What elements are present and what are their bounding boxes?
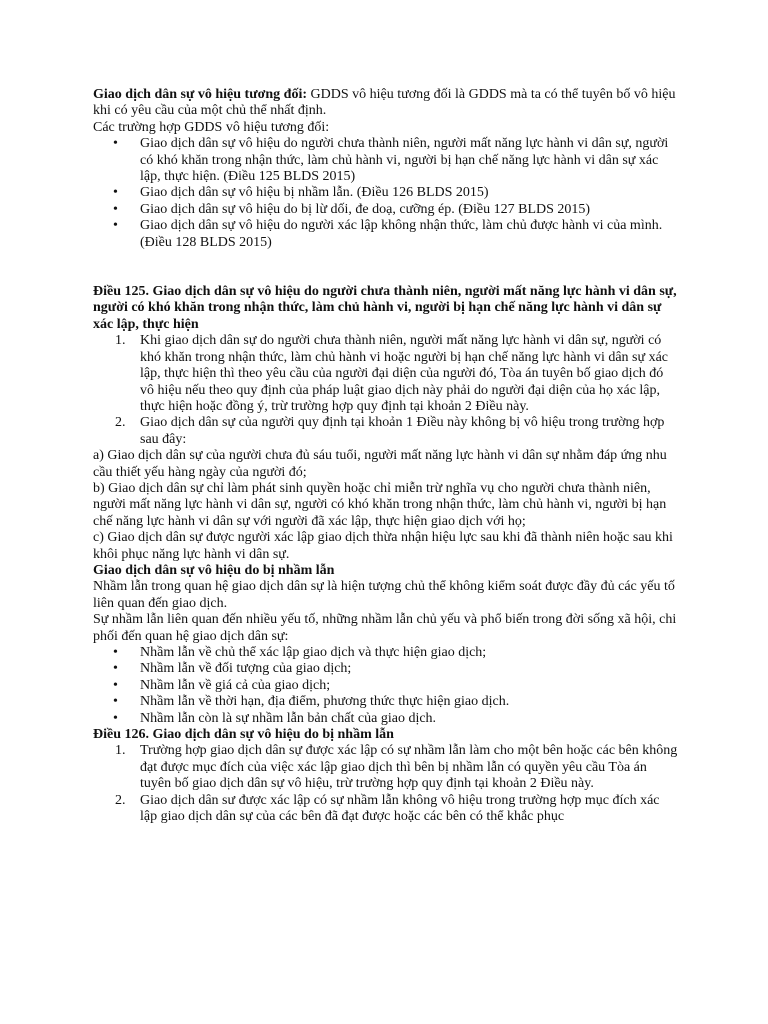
- intro-heading: Giao dịch dân sự vô hiệu tương đối:: [93, 87, 307, 102]
- mistake-heading: Giao dịch dân sự vô hiệu do bị nhầm lẫn: [93, 562, 335, 578]
- bullet-icon: •: [113, 218, 118, 234]
- sub-item-c: c) Giao dịch dân sự được người xác lập giao dịch thừa nhận hiệu lực sau khi đã thành niên hoặc sau khi khôi phục năng lực hành vi dân sự.: [93, 530, 673, 562]
- list-item: 1. Trường hợp giao dịch dân sự được xác lập có sự nhầm lẫn làm cho một bên hoặc các bên không đạt được mục đích của việc xác lập giao dịch thì bên bị nhầm lẫn có quyền yêu cầu Tòa án tuyên bố giao dịch dân sự vô hiệu, trừ trường hợp quy định tại khoản 2 Điều này.: [115, 743, 678, 792]
- bullet-icon: •: [113, 201, 118, 217]
- list-item: • Giao dịch dân sự vô hiệu do bị lừ dối, đe doạ, cưỡng ép. (Điều 127 BLDS 2015): [113, 201, 591, 217]
- bullet-icon: •: [113, 710, 118, 726]
- document-page: [93, 87, 679, 825]
- mistake-para-1: Nhầm lẫn trong quan hệ giao dịch dân sự là hiện tượng chủ thể không kiểm soát được đầy đủ các yếu tố liên quan đến giao dịch.: [93, 579, 675, 611]
- bullet-icon: •: [113, 136, 118, 152]
- list-item: • Nhầm lẫn về giá cả của giao dịch;: [113, 677, 331, 693]
- article-125-list: [93, 333, 679, 448]
- article-126-heading: Điều 126. Giao dịch dân sự vô hiệu do bị nhầm lẫn: [93, 727, 394, 743]
- article-125-heading: Điều 125. Giao dịch dân sự vô hiệu do người chưa thành niên, người mất năng lực hành vi dân sự, người có khó khăn trong nhận thức, làm chủ hành vi, người bị hạn chế năng lực hành vi dân sự xác lập, thực hiện: [93, 284, 677, 332]
- sub-item-b: b) Giao dịch dân sự chỉ làm phát sinh quyền hoặc chỉ miễn trừ nghĩa vụ cho người chưa thành niên, người mất năng lực hành vi dân sự, người có khó khăn trong nhận thức, làm chủ hành vi, người bị hạn chế năng lực hành vi dân sự với người đã xác lập, thực hiện giao dịch với họ;: [93, 480, 667, 529]
- list-item: • Giao dịch dân sự vô hiệu bị nhầm lẫn. (Điều 126 BLDS 2015): [113, 185, 489, 201]
- article-126-list: [93, 743, 679, 825]
- intro-text: GDDS vô hiệu tương đối là GDDS mà ta có thể tuyên bố vô hiệu khi có yêu cầu của một chủ thể nhất định.: [93, 87, 676, 119]
- bullet-icon: •: [113, 645, 118, 660]
- list-item: 2. Giao dịch dân sư được xác lập có sự nhầm lẫn không vô hiệu trong trường hợp mục đích xác lập giao dịch dân sự của các bên đã đạt được hoặc các bên có thể khắc phục: [115, 792, 660, 825]
- bullet-icon: •: [113, 661, 118, 677]
- mistake-list: [93, 645, 679, 727]
- list-item: • Giao dịch dân sự vô hiệu do người xác lập không nhận thức, làm chủ được hành vi của mình. (Điều 128 BLDS 2015): [113, 218, 663, 250]
- intro-paragraph: [93, 87, 679, 120]
- list-item: • Nhầm lẫn về thời hạn, địa điểm, phương thức thực hiện giao dịch.: [113, 694, 510, 710]
- bullet-icon: •: [113, 694, 118, 710]
- list-item: • Nhầm lẫn về đối tượng của giao dịch;: [113, 661, 352, 677]
- list-item: • Nhầm lẫn về chủ thể xác lập giao dịch và thực hiện giao dịch;: [113, 645, 487, 660]
- bullet-icon: •: [113, 185, 118, 201]
- list-item: 2. Giao dịch dân sự của người quy định tại khoản 1 Điều này không bị vô hiệu trong trường hợp sau đây:: [115, 415, 665, 447]
- cases-label: Các trường hợp GDDS vô hiệu tương đối:: [93, 119, 330, 135]
- sub-item-a: a) Giao dịch dân sự của người chưa đủ sáu tuổi, người mất năng lực hành vi dân sự nhằm đáp ứng nhu cầu thiết yếu hàng ngày của người đó;: [93, 448, 667, 480]
- list-item: • Giao dịch dân sự vô hiệu do người chưa thành niên, người mất năng lực hành vi dân sự, người có khó khăn trong nhận thức, làm chủ hành vi, người bị hạn chế năng lực hành vi dân sự xác lập, thực hiện. (Điều 125 BLDS 2015): [113, 136, 669, 185]
- mistake-para-2: Sự nhầm lẫn liên quan đến nhiều yếu tố, những nhầm lẫn chủ yếu và phổ biến trong đời sống xã hội, chi phối đến quan hệ giao dịch dân sự:: [93, 612, 677, 644]
- spacer: [93, 251, 679, 284]
- cases-list: [93, 136, 679, 251]
- list-item: • Nhầm lẫn còn là sự nhầm lẫn bản chất của giao dịch.: [113, 710, 437, 726]
- bullet-icon: •: [113, 677, 118, 693]
- list-item: 1. Khi giao dịch dân sự do người chưa thành niên, người mất năng lực hành vi dân sự, người có khó khăn trong nhận thức, làm chủ hành vi hoặc người bị hạn chế năng lực hành vi dân sự xác lập, thực hiện thì theo yêu cầu của người đại diện của người đó, Tòa án tuyên bố giao dịch đó vô hiệu nếu theo quy định của pháp luật giao dịch này phải do người đại diện của họ xác lập, thực hiện hoặc đồng ý, trừ trường hợp quy định tại khoản 2 Điều này.: [115, 333, 669, 414]
